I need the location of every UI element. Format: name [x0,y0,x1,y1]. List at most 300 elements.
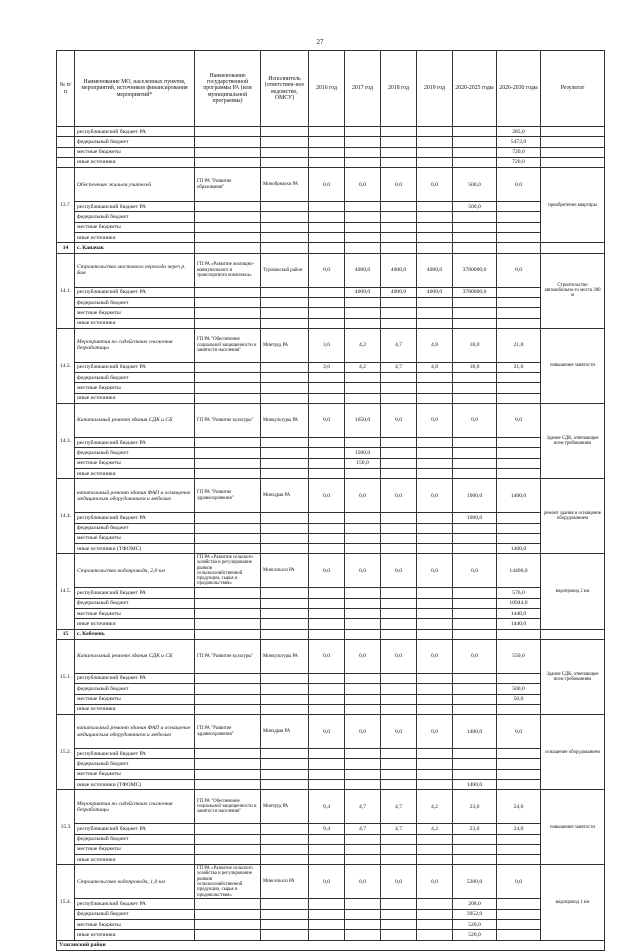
table-row [57,318,605,328]
executor [261,157,309,167]
value-cell: 3952,0 [453,909,497,919]
result: Здание СДК, отвечающее всем требованиям [541,404,605,479]
table-row [57,127,605,137]
value-cell [345,844,381,854]
value-cell: 4,7 [381,328,417,362]
value-cell [345,147,381,157]
value-cell: 0,0 [309,639,345,673]
value-cell: 0,0 [417,404,453,438]
funding-source: республиканский бюджет РА [75,513,195,523]
executor-name: Турочакский район [261,253,309,287]
value-cell [497,212,541,222]
empty-cell [497,243,541,253]
col-header: Результат [541,51,605,127]
measure-number: 14.2. [57,328,75,403]
value-cell [309,930,345,940]
program [195,533,261,543]
value-cell [381,909,417,919]
executor [261,202,309,212]
result [541,157,605,167]
executor [261,393,309,403]
measure-title: капитальный ремонт здания ФАП и оснащение медицинским оборудованием и мебелью [75,715,195,749]
value-cell [497,533,541,543]
measure-row [57,253,605,287]
value-cell: 720,0 [497,147,541,157]
measure-title: Обеспечение жильем учителей [75,168,195,202]
funding-source: республиканский бюджет РА [75,438,195,448]
executor [261,855,309,865]
value-cell: 0,0 [497,168,541,202]
value-cell: 18,0 [453,328,497,362]
value-cell [309,609,345,619]
funding-source: иные источники [75,619,195,629]
value-cell [497,769,541,779]
value-cell [497,448,541,458]
value-cell [309,844,345,854]
col-header: 2016 год [309,51,345,127]
value-cell [309,909,345,919]
value-cell: 150,0 [345,458,381,468]
value-cell [453,212,497,222]
value-cell [417,544,453,554]
program [195,127,261,137]
table-row [57,458,605,468]
value-cell [309,619,345,629]
value-cell: 4000,0 [381,287,417,297]
value-cell: 0,0 [417,715,453,749]
funding-source: республиканский бюджет РА [75,588,195,598]
executor [261,930,309,940]
value-cell [453,468,497,478]
funding-source: иные источники (ТФОМС) [75,779,195,789]
program-name: ГП РА "Развитие культуры" [195,639,261,673]
value-cell [381,749,417,759]
result: приобретение квартиры [541,168,605,243]
value-cell [381,899,417,909]
value-cell: 21,0 [497,362,541,372]
program-table [56,50,605,951]
value-cell [453,834,497,844]
value-cell: 576,0 [497,588,541,598]
value-cell [381,438,417,448]
value-cell: 0,0 [417,168,453,202]
table-row [57,855,605,865]
executor-name: Минсельхоз РА [261,865,309,899]
value-cell [309,779,345,789]
value-cell [497,438,541,448]
page-number: 27 [316,38,324,46]
funding-source: федеральный бюджет [75,523,195,533]
value-cell [417,137,453,147]
executor [261,694,309,704]
value-cell [345,438,381,448]
funding-source: республиканский бюджет РА [75,287,195,297]
value-cell [497,930,541,940]
value-cell [417,513,453,523]
empty-cell [417,629,453,639]
value-cell [417,233,453,243]
program [195,137,261,147]
value-cell [453,233,497,243]
value-cell [345,308,381,318]
program [195,920,261,930]
value-cell: 0,0 [309,168,345,202]
value-cell [453,137,497,147]
executor [261,287,309,297]
col-header: № п/п [57,51,75,127]
value-cell: 3,6 [309,362,345,372]
measure-number: 15.3 [57,790,75,865]
value-cell [417,458,453,468]
funding-source: иные источники (ТФОМС) [75,544,195,554]
value-cell [345,619,381,629]
result: повышение занятости [541,328,605,403]
value-cell [417,684,453,694]
value-cell: 0,0 [381,404,417,438]
program [195,779,261,789]
table-row [57,362,605,372]
executor [261,222,309,232]
program [195,694,261,704]
program [195,318,261,328]
value-cell [417,523,453,533]
value-cell [345,523,381,533]
program [195,523,261,533]
executor-name: Минтруд РА [261,328,309,362]
value-cell [417,308,453,318]
value-cell [381,694,417,704]
executor [261,362,309,372]
value-cell: 720,0 [497,157,541,167]
value-cell [381,588,417,598]
funding-source: федеральный бюджет [75,297,195,307]
funding-source: иные источники [75,855,195,865]
executor [261,513,309,523]
value-cell [345,834,381,844]
measure-number: 15.1. [57,639,75,714]
table-row [57,619,605,629]
program [195,458,261,468]
measure-row [57,715,605,749]
table-row [57,588,605,598]
value-cell [417,448,453,458]
col-header: Наименование государственной программы РА (или муниципальной программы) [195,51,261,127]
funding-source: федеральный бюджет [75,834,195,844]
value-cell [497,297,541,307]
program-name: ГП РА «Развитие жилищно-коммунального и транспортного комплекса» [195,253,261,287]
value-cell: 4,8 [417,328,453,362]
value-cell [381,704,417,714]
measure-row [57,554,605,588]
funding-source: иные источники [75,233,195,243]
result: водопровод 2 км [541,554,605,629]
measure-title: Капитальный ремонт здания СДК и СБ [75,639,195,673]
program [195,297,261,307]
funding-source: федеральный бюджет [75,137,195,147]
value-cell: 10944,0 [497,598,541,608]
program-name: ГП РА "Развитие образования" [195,168,261,202]
program [195,308,261,318]
value-cell [417,769,453,779]
value-cell [497,899,541,909]
value-cell [309,202,345,212]
funding-source: местные бюджеты [75,844,195,854]
value-cell: 520,0 [453,930,497,940]
program [195,157,261,167]
district-name: Улаганский район [57,940,605,950]
value-cell: 0,0 [453,554,497,588]
value-cell [497,673,541,683]
value-cell [453,694,497,704]
value-cell [345,544,381,554]
value-cell: 0,0 [345,865,381,899]
value-cell [309,769,345,779]
value-cell: 14400,0 [497,554,541,588]
value-cell [453,127,497,137]
value-cell [381,318,417,328]
executor [261,448,309,458]
executor [261,523,309,533]
value-cell: 0,0 [309,865,345,899]
table-row [57,749,605,759]
value-cell [345,383,381,393]
measure-number: 15.4. [57,865,75,940]
value-cell [417,749,453,759]
executor [261,609,309,619]
program [195,212,261,222]
executor [261,759,309,769]
funding-source: федеральный бюджет [75,598,195,608]
value-cell [417,673,453,683]
measure-title: Капитальный ремонт здания СДК и СБ [75,404,195,438]
value-cell [497,779,541,789]
funding-source: республиканский бюджет РА [75,202,195,212]
table-row [57,373,605,383]
value-cell: 0,0 [381,715,417,749]
table-row [57,899,605,909]
funding-source: федеральный бюджет [75,759,195,769]
value-cell [417,373,453,383]
value-cell: 0,0 [381,639,417,673]
executor [261,834,309,844]
value-cell: 0,0 [345,554,381,588]
value-cell [381,448,417,458]
value-cell [453,855,497,865]
value-cell [497,920,541,930]
settlement-number: 14 [57,243,75,253]
program-name: ГП РА «Развитие сельского хозяйства и регулирование рынков сельскохозяйственной продукции, сырья и продовольствия» [195,865,261,899]
table-row [57,147,605,157]
value-cell [453,759,497,769]
value-cell [417,318,453,328]
value-cell [417,383,453,393]
table-row [57,468,605,478]
value-cell [497,202,541,212]
value-cell [381,684,417,694]
funding-source: республиканский бюджет РА [75,824,195,834]
value-cell [453,844,497,854]
value-cell [381,297,417,307]
value-cell [381,393,417,403]
measure-number: 14.5. [57,554,75,629]
settlement-name: с. Каначак [75,243,195,253]
result: Здание СДК, отвечающее всем требованиям [541,639,605,714]
value-cell [381,458,417,468]
executor [261,673,309,683]
value-cell [309,523,345,533]
measure-row [57,790,605,824]
program [195,609,261,619]
col-header: 2018 год [381,51,417,127]
value-cell [453,448,497,458]
value-cell [417,212,453,222]
executor-name: Минздрав РА [261,479,309,513]
value-cell [381,619,417,629]
value-cell [381,759,417,769]
value-cell: 0,0 [417,554,453,588]
value-cell [309,373,345,383]
table-row [57,609,605,619]
funding-source: местные бюджеты [75,383,195,393]
col-header: 2026-2030 годы [497,51,541,127]
executor [261,588,309,598]
executor [261,909,309,919]
value-cell: 0,0 [497,253,541,287]
program-name: ГП РА "Развитие здравоохранения" [195,715,261,749]
value-cell [417,694,453,704]
empty-cell [381,243,417,253]
executor [261,619,309,629]
executor [261,844,309,854]
value-cell [345,694,381,704]
value-cell [309,834,345,844]
value-cell [417,779,453,789]
executor-name: Минкультуры РА [261,639,309,673]
executor [261,212,309,222]
value-cell [497,222,541,232]
empty-cell [497,629,541,639]
value-cell [381,533,417,543]
funding-source: федеральный бюджет [75,212,195,222]
empty-cell [381,629,417,639]
empty-cell [345,629,381,639]
value-cell [309,673,345,683]
table-row [57,694,605,704]
table-row [57,759,605,769]
value-cell [417,844,453,854]
program [195,373,261,383]
value-cell [309,468,345,478]
table-row [57,533,605,543]
executor [261,598,309,608]
table-row [57,308,605,318]
funding-source: местные бюджеты [75,609,195,619]
table-row [57,523,605,533]
value-cell [497,468,541,478]
funding-source: республиканский бюджет РА [75,362,195,372]
value-cell: 4000,0 [417,253,453,287]
value-cell [309,318,345,328]
value-cell: 3780000,0 [453,253,497,287]
value-cell: 1400,0 [497,479,541,513]
value-cell [497,749,541,759]
value-cell [417,759,453,769]
funding-source: федеральный бюджет [75,684,195,694]
value-cell [417,127,453,137]
value-cell [497,393,541,403]
value-cell [497,513,541,523]
col-header: Исполнитель (ответствен-ное ведомство, ОМСУ) [261,51,309,127]
value-cell [345,930,381,940]
value-cell: 1650,0 [345,404,381,438]
table-row [57,684,605,694]
value-cell [345,127,381,137]
program-name: ГП РА "Развитие здравоохранения" [195,479,261,513]
funding-source: иные источники [75,704,195,714]
executor [261,137,309,147]
funding-source: местные бюджеты [75,308,195,318]
measure-row [57,479,605,513]
empty-cell [453,243,497,253]
value-cell: 208,0 [453,899,497,909]
value-cell [309,704,345,714]
value-cell: 4,7 [381,824,417,834]
value-cell [309,448,345,458]
program [195,855,261,865]
value-cell [345,222,381,232]
table-row [57,834,605,844]
value-cell: 4000,0 [381,253,417,287]
value-cell: 4000,0 [417,287,453,297]
value-cell: 21,0 [497,328,541,362]
value-cell [309,694,345,704]
empty-cell [417,243,453,253]
value-cell: 0,0 [309,253,345,287]
value-cell [345,318,381,328]
value-cell: 0,0 [345,168,381,202]
table-row [57,704,605,714]
value-cell [497,458,541,468]
value-cell [453,147,497,157]
value-cell: 0,0 [381,479,417,513]
result [541,127,605,137]
program [195,147,261,157]
result: оснащение оборудованием [541,715,605,790]
program [195,619,261,629]
funding-source: местные бюджеты [75,694,195,704]
value-cell: 23,0 [453,824,497,834]
value-cell [453,588,497,598]
value-cell [453,609,497,619]
executor [261,308,309,318]
value-cell [453,523,497,533]
value-cell [417,899,453,909]
value-cell [417,598,453,608]
value-cell [345,202,381,212]
value-cell: 4,7 [381,790,417,824]
row-number [57,147,75,157]
value-cell: 1400,0 [497,544,541,554]
program [195,544,261,554]
settlement-row [57,629,605,639]
value-cell [497,844,541,854]
table-row [57,844,605,854]
col-header: 2020-2025 годы [453,51,497,127]
value-cell [381,930,417,940]
value-cell [381,834,417,844]
value-cell: 5200,0 [453,865,497,899]
value-cell: 1400,0 [453,715,497,749]
